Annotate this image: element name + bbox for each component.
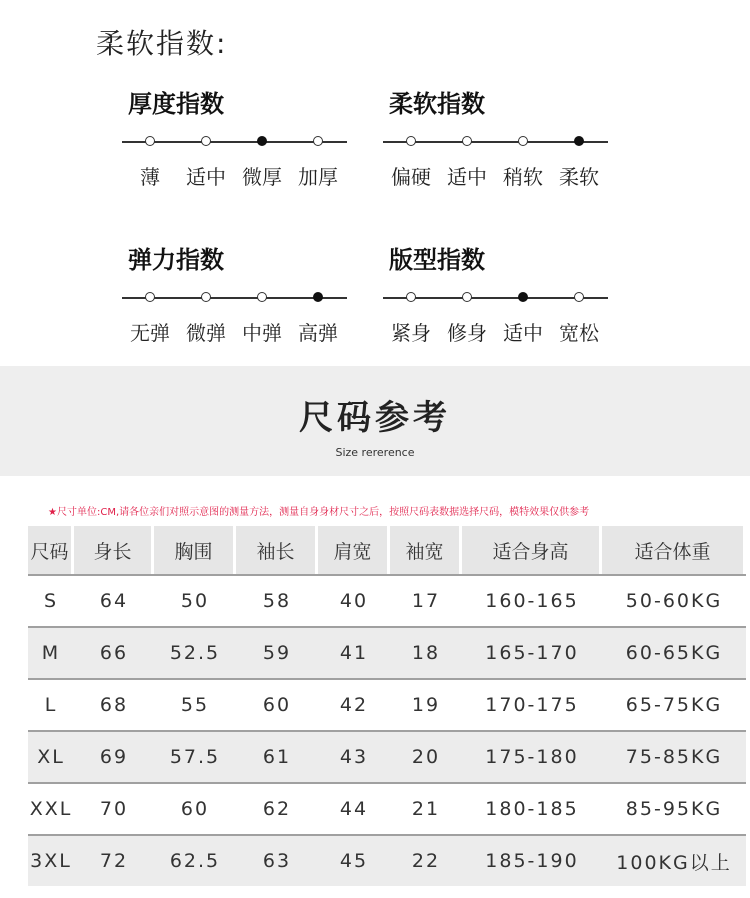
scale-title: 弹力指数 — [128, 246, 224, 274]
scale-option-label: 偏硬 — [391, 165, 431, 189]
table-cell: 3XL — [28, 834, 74, 886]
scale-option-label: 修身 — [447, 321, 487, 345]
scale-option-label: 高弹 — [298, 321, 338, 345]
table-header-cell: 袖宽 — [390, 526, 462, 574]
table-cell: 70 — [74, 782, 154, 834]
scale-option-label: 适中 — [447, 165, 487, 189]
table-cell: 20 — [390, 730, 462, 782]
table-row — [28, 678, 746, 730]
table-cell: 63 — [236, 834, 318, 886]
scale-thickness — [122, 84, 372, 189]
table-cell: 62.5 — [154, 834, 236, 886]
scale-option-label: 中弹 — [242, 321, 282, 345]
scale-option-label: 适中 — [503, 321, 543, 345]
table-cell: 185-190 — [462, 834, 602, 886]
table-cell: 160-165 — [462, 574, 602, 626]
table-cell: 44 — [318, 782, 390, 834]
table-cell: 180-185 — [462, 782, 602, 834]
table-cell: 64 — [74, 574, 154, 626]
scale-dot — [313, 136, 323, 146]
table-cell: 45 — [318, 834, 390, 886]
scale-dot-selected — [518, 292, 528, 302]
table-cell: XL — [28, 730, 74, 782]
scale-dot — [406, 292, 416, 302]
table-cell: 100KG以上 — [602, 834, 746, 886]
scale-title: 厚度指数 — [128, 90, 224, 118]
scale-dot-selected — [257, 136, 267, 146]
table-cell: XXL — [28, 782, 74, 834]
section-title: 柔软指数: — [96, 27, 228, 60]
table-cell: 21 — [390, 782, 462, 834]
table-cell: 41 — [318, 626, 390, 678]
size-reference-subtitle: Size rererence — [335, 446, 415, 459]
scale-dot — [518, 136, 528, 146]
scale-option-label: 薄 — [140, 165, 160, 189]
scale-option-label: 紧身 — [391, 321, 431, 345]
table-cell: 59 — [236, 626, 318, 678]
table-cell: 75-85KG — [602, 730, 746, 782]
scale-dot-selected — [313, 292, 323, 302]
scale-option-label: 适中 — [186, 165, 226, 189]
table-row — [28, 574, 746, 626]
table-cell: 175-180 — [462, 730, 602, 782]
table-cell: 57.5 — [154, 730, 236, 782]
table-row — [28, 730, 746, 782]
scale-dot — [201, 136, 211, 146]
size-reference-title: 尺码参考 — [299, 398, 451, 438]
scale-dot-selected — [574, 136, 584, 146]
scale-option-label: 加厚 — [298, 165, 338, 189]
table-cell: 18 — [390, 626, 462, 678]
scale-fit — [383, 240, 633, 345]
table-row — [28, 626, 746, 678]
table-cell: 52.5 — [154, 626, 236, 678]
table-cell: 61 — [236, 730, 318, 782]
scale-softness — [383, 84, 633, 189]
size-table — [28, 526, 746, 886]
table-cell: 62 — [236, 782, 318, 834]
table-cell: L — [28, 678, 74, 730]
table-cell: 17 — [390, 574, 462, 626]
scale-dot — [145, 292, 155, 302]
scale-option-label: 稍软 — [503, 165, 543, 189]
table-cell: M — [28, 626, 74, 678]
size-reference-banner — [0, 366, 750, 476]
table-header-row — [28, 526, 746, 574]
table-row — [28, 782, 746, 834]
scale-dot — [406, 136, 416, 146]
scale-option-label: 微厚 — [242, 165, 282, 189]
table-cell: 85-95KG — [602, 782, 746, 834]
table-cell: 165-170 — [462, 626, 602, 678]
table-cell: 40 — [318, 574, 390, 626]
scale-title: 柔软指数 — [389, 90, 485, 118]
scale-dot — [257, 292, 267, 302]
scale-dot — [574, 292, 584, 302]
scale-dot — [201, 292, 211, 302]
size-note: ★尺寸单位:CM,请各位亲们对照示意图的测量方法，测量自身身材尺寸之后，按照尺码表数据选择尺码，模特效果仅供参考 — [48, 507, 590, 518]
table-header-cell: 身长 — [74, 526, 154, 574]
scale-dot — [462, 292, 472, 302]
table-header-cell: 袖长 — [236, 526, 318, 574]
table-cell: 60 — [154, 782, 236, 834]
scale-option-label: 宽松 — [559, 321, 599, 345]
table-header-cell: 适合体重 — [602, 526, 746, 574]
table-cell: 55 — [154, 678, 236, 730]
table-cell: 72 — [74, 834, 154, 886]
table-cell: 42 — [318, 678, 390, 730]
table-cell: 22 — [390, 834, 462, 886]
scale-title: 版型指数 — [389, 246, 485, 274]
scale-option-label: 无弹 — [130, 321, 170, 345]
table-cell: 60 — [236, 678, 318, 730]
scale-elasticity — [122, 240, 372, 345]
table-cell: 19 — [390, 678, 462, 730]
table-cell: 68 — [74, 678, 154, 730]
table-cell: 50-60KG — [602, 574, 746, 626]
table-header-cell: 肩宽 — [318, 526, 390, 574]
table-cell: 60-65KG — [602, 626, 746, 678]
scale-option-label: 微弹 — [186, 321, 226, 345]
table-header-cell: 尺码 — [28, 526, 74, 574]
table-cell: 65-75KG — [602, 678, 746, 730]
table-header-cell: 胸围 — [154, 526, 236, 574]
table-cell: S — [28, 574, 74, 626]
table-cell: 58 — [236, 574, 318, 626]
table-cell: 50 — [154, 574, 236, 626]
table-header-cell: 适合身高 — [462, 526, 602, 574]
table-cell: 69 — [74, 730, 154, 782]
table-row — [28, 834, 746, 886]
table-cell: 66 — [74, 626, 154, 678]
table-cell: 43 — [318, 730, 390, 782]
scale-option-label: 柔软 — [559, 165, 599, 189]
scale-dot — [145, 136, 155, 146]
table-cell: 170-175 — [462, 678, 602, 730]
scale-dot — [462, 136, 472, 146]
